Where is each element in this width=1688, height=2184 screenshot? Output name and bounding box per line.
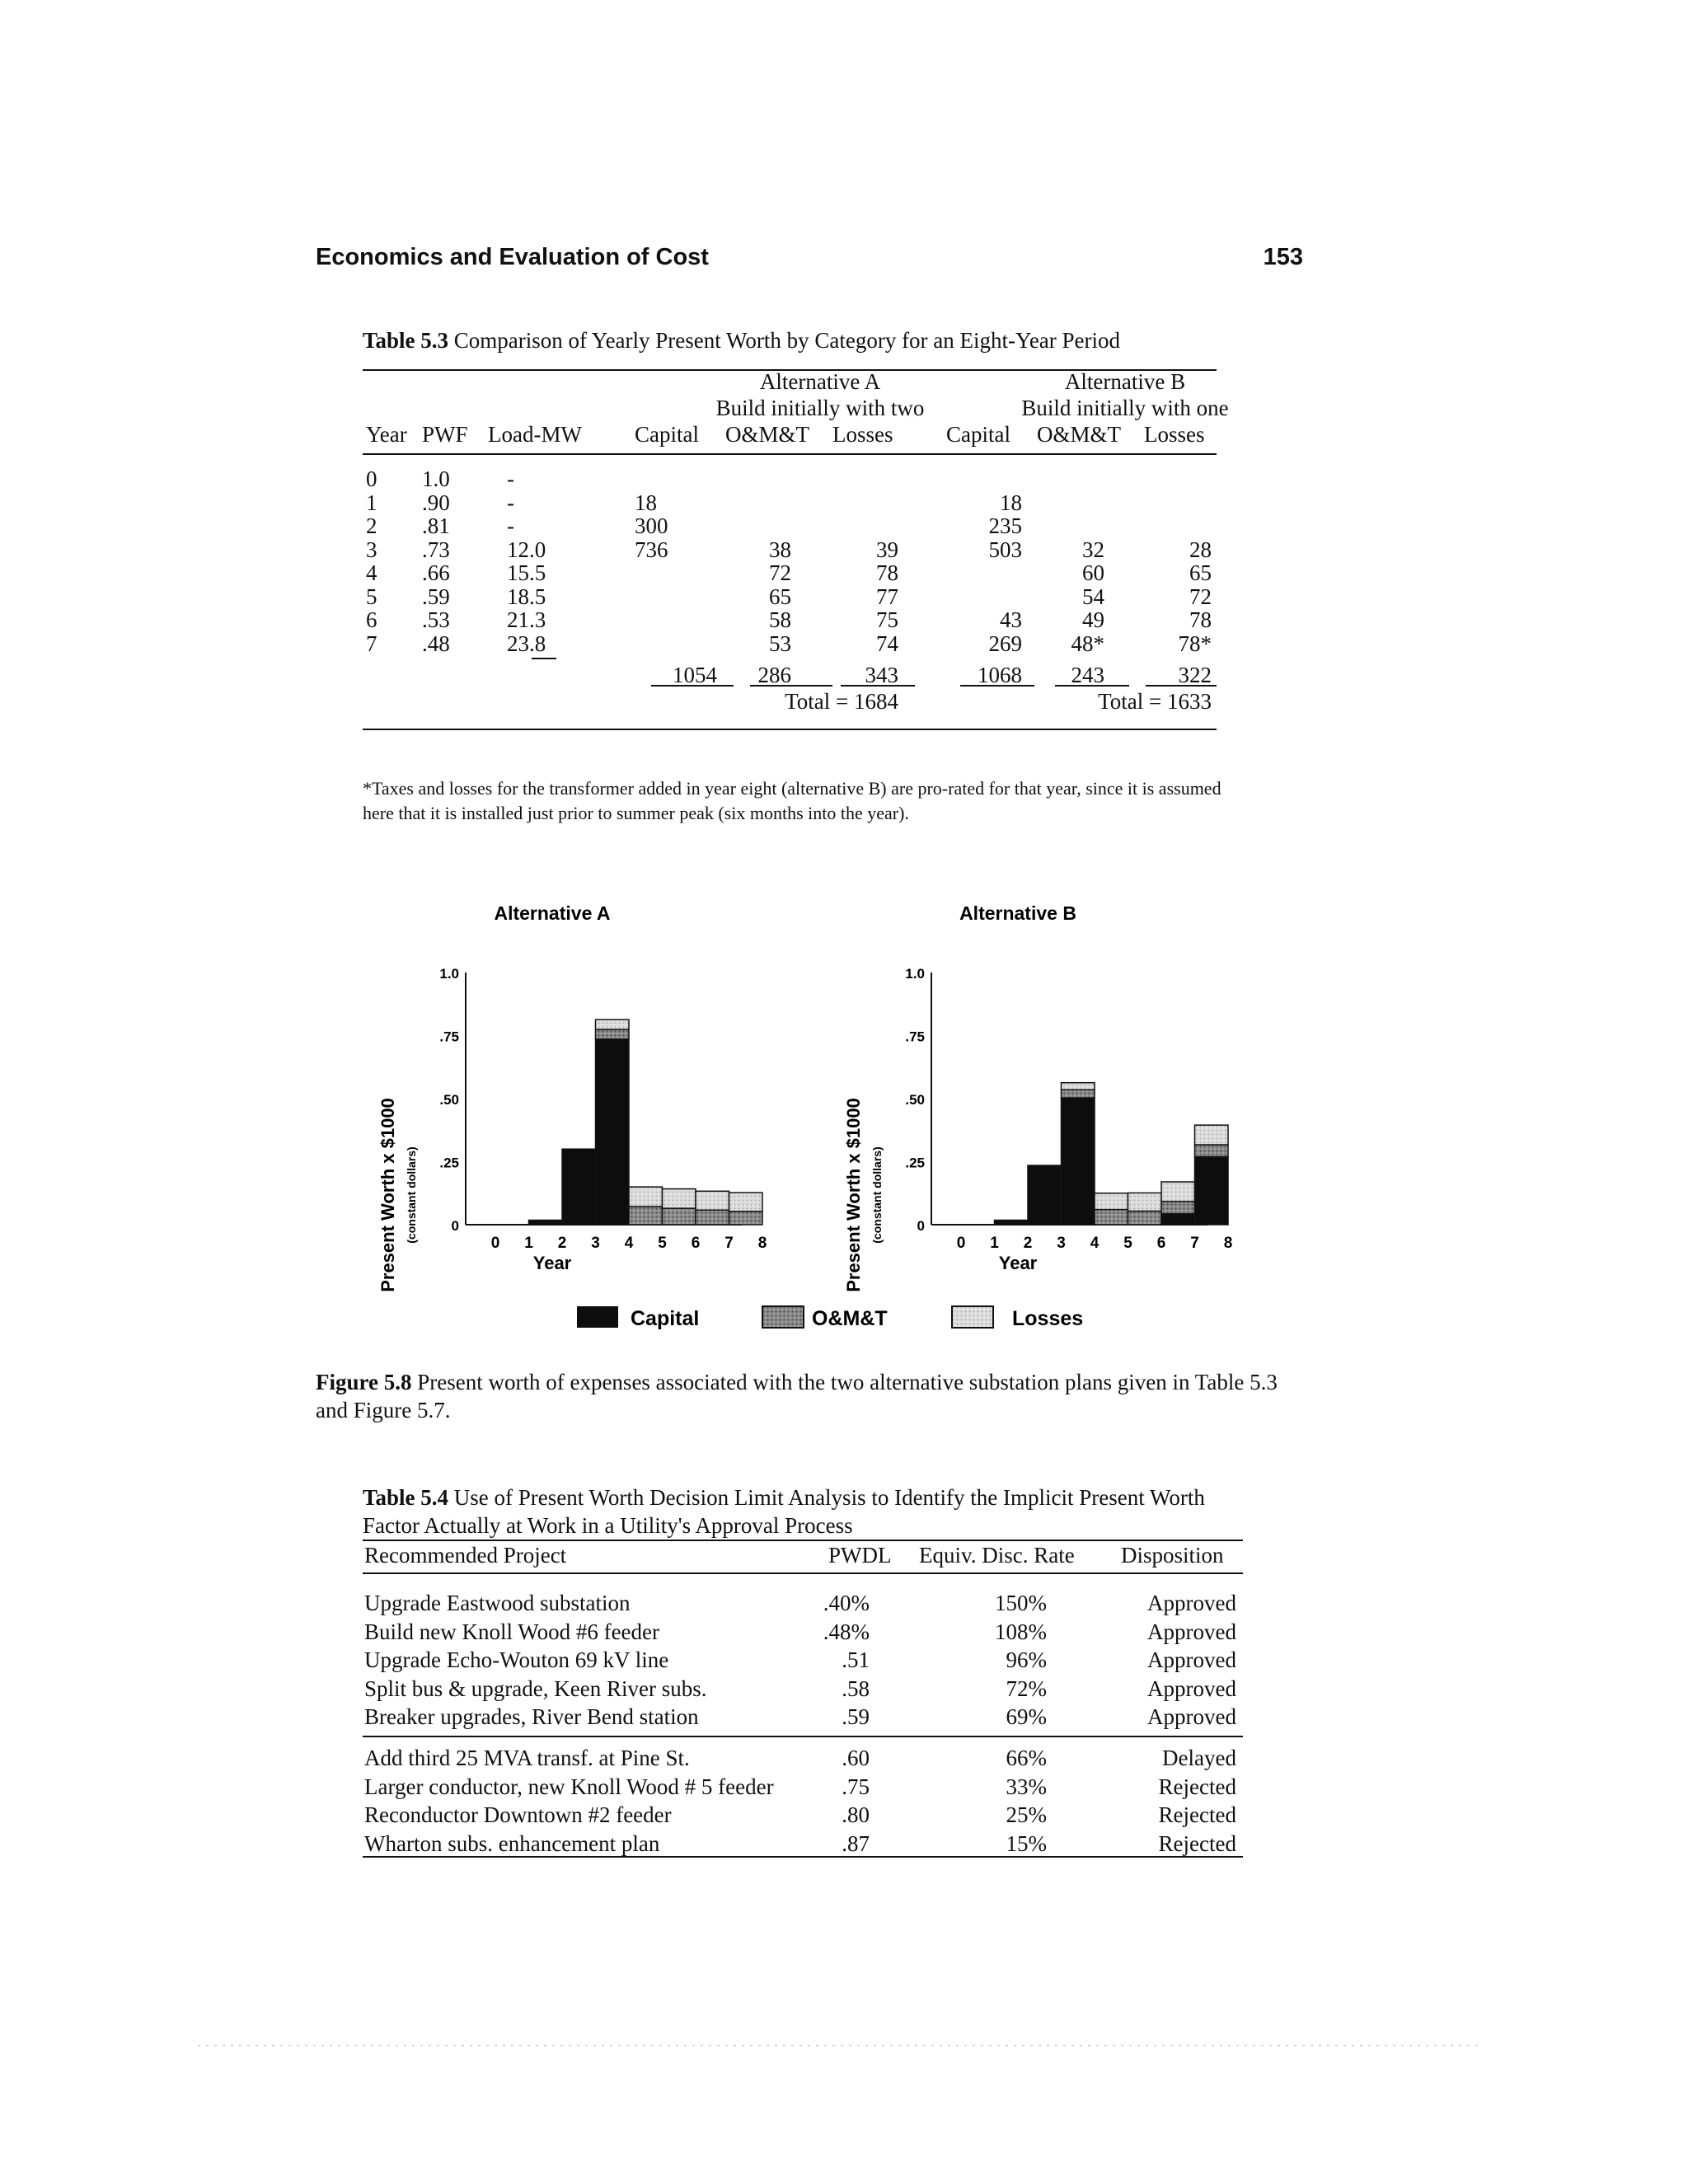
table-cell-year: 0	[366, 466, 377, 491]
table-cell-year: 7	[366, 630, 377, 656]
y-axis-label: Present Worth x $1000	[843, 1098, 864, 1292]
col-header-rate: Equiv. Disc. Rate	[919, 1543, 1075, 1568]
table-top-rule	[363, 1540, 1243, 1541]
x-tick-label: 7	[724, 1235, 734, 1252]
table-cell-year: 6	[366, 607, 377, 632]
y-tick-label: .50	[439, 1092, 459, 1108]
x-axis-label: Year	[532, 1253, 572, 1273]
x-tick-label: 4	[1090, 1235, 1100, 1252]
x-tick-label: 2	[1023, 1235, 1033, 1252]
y-axis-sublabel: (constant dollars)	[870, 1146, 884, 1244]
bar-omt-year-4	[629, 1207, 663, 1225]
bar-omt-year-7	[729, 1212, 763, 1225]
x-tick-label: 3	[591, 1235, 600, 1252]
sum-a-losses: 343	[865, 663, 898, 687]
table-cell-project: Split bus & upgrade, Keen River subs.	[364, 1675, 707, 1701]
y-tick-label: .75	[905, 1029, 925, 1045]
col-header-project: Recommended Project	[364, 1543, 567, 1568]
sum-b-omt: 243	[1071, 663, 1104, 687]
table-cell-b-loss: 28	[1189, 537, 1212, 562]
col-header-a-losses: Losses	[832, 422, 893, 447]
chart-alternative-a	[377, 902, 767, 1292]
table-cell-a-omt: 72	[769, 560, 791, 585]
col-header-disposition: Disposition	[1121, 1543, 1224, 1568]
y-axis-label: Present Worth x $1000	[377, 1098, 398, 1292]
x-tick-label: 4	[624, 1235, 634, 1252]
table-cell-a-loss: 77	[876, 583, 898, 609]
load-underline	[532, 658, 556, 659]
sum-a-omt: 286	[757, 663, 791, 687]
group-divider-rule	[363, 1736, 1243, 1737]
table-cell-a-cap: 300	[635, 513, 668, 538]
running-head	[316, 244, 1303, 277]
bar-losses-year-6	[1161, 1182, 1195, 1202]
table-cell-b-omt: 49	[1082, 607, 1104, 632]
chart-title: Alternative A	[494, 902, 611, 924]
table-cell-rate: 69%	[1006, 1704, 1047, 1729]
table-cell-a-cap: 736	[635, 537, 668, 562]
bar-omt-year-3	[1062, 1090, 1095, 1098]
x-tick-label: 6	[1156, 1235, 1166, 1252]
sum-b-capital: 1068	[978, 663, 1022, 687]
x-ticks	[957, 1235, 1233, 1252]
table-cell-load: 18.5	[507, 583, 546, 609]
bar-capital-year-1	[529, 1220, 563, 1225]
table-header-rule	[363, 453, 1217, 455]
figure-caption-text: Present worth of expenses associated with the two alternative substation plans given in Table 5.3 and Figure 5.7.	[316, 1370, 1278, 1422]
table-cell-rate: 96%	[1006, 1647, 1047, 1672]
table-cell-a-omt: 53	[769, 630, 791, 656]
x-tick-label: 3	[1057, 1235, 1066, 1252]
y-tick-label: .75	[439, 1029, 459, 1045]
table-cell-rate: 33%	[1006, 1774, 1047, 1799]
bar-losses-year-4	[629, 1187, 663, 1207]
y-tick-label: .25	[905, 1155, 925, 1171]
bar-omt-year-4	[1095, 1210, 1128, 1225]
table-cell-load: -	[507, 513, 514, 538]
table-cell-year: 5	[366, 583, 377, 609]
y-tick-label: 0	[451, 1218, 459, 1234]
table-cell-project: Breaker upgrades, River Bend station	[364, 1704, 699, 1729]
bar-capital-year-7	[1195, 1157, 1229, 1225]
bar-omt-year-5	[663, 1208, 696, 1225]
sum-b-losses: 322	[1178, 663, 1212, 687]
table-cell-pwdl: .48%	[823, 1619, 870, 1644]
chart-legend	[577, 1306, 1083, 1330]
table-cell-pwf: .59	[422, 583, 450, 609]
table-cell-a-omt: 65	[769, 583, 791, 609]
table-cell-rate: 72%	[1006, 1675, 1047, 1701]
y-tick-label: .25	[439, 1155, 459, 1171]
table-cell-b-cap: 18	[1000, 490, 1022, 515]
legend-losses-label: Losses	[1012, 1307, 1084, 1330]
y-axis-sublabel: (constant dollars)	[405, 1146, 418, 1244]
bar-omt-year-3	[596, 1029, 630, 1039]
table-cell-rate: 25%	[1006, 1802, 1047, 1827]
x-ticks	[491, 1235, 767, 1252]
table-cell-pwdl: .59	[842, 1704, 870, 1729]
x-tick-label: 5	[658, 1235, 667, 1252]
chart-title: Alternative B	[959, 902, 1076, 924]
table-cell-year: 4	[366, 560, 377, 585]
bar-omt-year-5	[1128, 1211, 1162, 1225]
col-header-b-capital: Capital	[946, 422, 1010, 447]
table-cell-a-loss: 74	[876, 630, 898, 656]
table-bottom-rule	[363, 1856, 1243, 1858]
table-cell-disp: Delayed	[1162, 1746, 1236, 1770]
col-header-b-losses: Losses	[1144, 422, 1205, 447]
table-label: Table 5.3	[363, 328, 449, 353]
bar-losses-year-7	[1195, 1125, 1229, 1145]
table-cell-load: -	[507, 466, 514, 491]
table-cell-pwf: .73	[422, 537, 450, 562]
table-cell-year: 1	[366, 490, 377, 515]
legend-capital-label: Capital	[631, 1307, 700, 1330]
table-cell-b-omt: 54	[1082, 583, 1104, 609]
col-header-load: Load-MW	[488, 422, 582, 447]
table-cell-b-loss: 78	[1189, 607, 1212, 632]
bar-losses-year-5	[663, 1189, 696, 1209]
col-header-pwdl: PWDL	[828, 1543, 892, 1568]
bar-losses-year-3	[596, 1019, 630, 1029]
table-cell-a-loss: 78	[876, 560, 898, 585]
bar-losses-year-7	[729, 1193, 763, 1212]
x-tick-label: 1	[990, 1235, 999, 1252]
table-cell-pwf: .81	[422, 513, 450, 538]
total-b: Total = 1633	[1098, 689, 1212, 714]
table-cell-project: Build new Knoll Wood #6 feeder	[364, 1619, 660, 1644]
table-cell-pwdl: .51	[842, 1647, 870, 1672]
col-header-a-capital: Capital	[635, 422, 699, 447]
table-cell-pwdl: .40%	[823, 1591, 870, 1615]
table-cell-a-cap: 18	[635, 490, 657, 515]
bar-capital-year-3	[1062, 1098, 1095, 1225]
table-cell-a-loss: 39	[876, 537, 898, 562]
col-header-b-omt: O&M&T	[1037, 422, 1122, 447]
x-tick-label: 8	[1223, 1235, 1233, 1252]
table-cell-pwdl: .75	[842, 1774, 870, 1799]
x-axis-label: Year	[998, 1253, 1038, 1273]
bar-capital-year-2	[1028, 1165, 1062, 1225]
table-cell-load: 15.5	[507, 560, 546, 585]
legend-losses-swatch	[952, 1306, 993, 1328]
table-header-rule	[363, 1572, 1243, 1574]
bar-capital-year-6	[1161, 1214, 1195, 1225]
running-title: Economics and Evaluation of Cost	[316, 244, 709, 270]
bar-capital-year-3	[596, 1039, 630, 1225]
table-cell-pwdl: .87	[842, 1830, 870, 1856]
table-caption-text: Comparison of Yearly Present Worth by Category for an Eight-Year Period	[453, 328, 1121, 353]
table-cell-project: Add third 25 MVA transf. at Pine St.	[364, 1746, 690, 1770]
bar-capital-year-1	[995, 1220, 1029, 1225]
x-tick-label: 7	[1190, 1235, 1199, 1252]
table-cell-pwf: 1.0	[422, 466, 450, 491]
col-header-pwf: PWF	[422, 422, 468, 447]
chart-alternative-b	[843, 902, 1232, 1292]
table-cell-project: Upgrade Echo-Wouton 69 kV line	[364, 1647, 669, 1672]
bar-losses-year-6	[696, 1191, 729, 1210]
bar-losses-year-5	[1128, 1193, 1162, 1211]
bar-losses-year-3	[1062, 1083, 1095, 1090]
x-tick-label: 5	[1123, 1235, 1132, 1252]
table-cell-b-cap: 269	[988, 630, 1022, 656]
y-tick-label: .50	[905, 1092, 925, 1108]
col-header-a-omt: O&M&T	[725, 422, 810, 447]
table-cell-b-omt: 48*	[1071, 630, 1104, 656]
table-cell-disp: Rejected	[1158, 1802, 1236, 1827]
total-a: Total = 1684	[785, 689, 898, 714]
table-cell-a-omt: 58	[769, 607, 791, 632]
alt-b-subtitle: Build initially with one	[1021, 396, 1229, 420]
table-cell-load: 21.3	[507, 607, 546, 632]
table-cell-load: 12.0	[507, 537, 546, 562]
table-bottom-rule	[363, 729, 1217, 730]
table-cell-b-omt: 32	[1082, 537, 1104, 562]
bar-losses-year-4	[1095, 1193, 1128, 1210]
scan-artifact-line	[198, 2044, 1484, 2047]
table-caption	[363, 1483, 1245, 1540]
table-cell-rate: 108%	[995, 1619, 1047, 1644]
table-cell-pwf: .66	[422, 560, 450, 585]
x-tick-label: 8	[757, 1235, 767, 1252]
table-cell-rate: 150%	[995, 1591, 1047, 1615]
table-cell-disp: Approved	[1147, 1704, 1236, 1729]
table-cell-year: 3	[366, 537, 377, 562]
alt-a-subtitle: Build initially with two	[715, 396, 925, 420]
table-cell-rate: 66%	[1006, 1746, 1047, 1770]
legend-omt-swatch	[762, 1306, 804, 1328]
table-cell-disp: Approved	[1147, 1675, 1236, 1701]
table-cell-project: Reconductor Downtown #2 feeder	[364, 1802, 672, 1827]
x-tick-label: 1	[524, 1235, 533, 1252]
table-cell-load: -	[507, 490, 514, 515]
table-cell-b-loss: 72	[1189, 583, 1212, 609]
table-cell-project: Wharton subs. enhancement plan	[364, 1830, 660, 1856]
bars	[529, 1019, 763, 1225]
table-cell-load: 23.8	[507, 630, 546, 656]
y-tick-label: 1.0	[439, 966, 459, 982]
col-header-year: Year	[366, 422, 407, 447]
bar-omt-year-7	[1195, 1145, 1229, 1157]
table-cell-disp: Rejected	[1158, 1774, 1236, 1799]
table-cell-b-loss: 78*	[1178, 630, 1212, 656]
legend-omt-label: O&M&T	[812, 1307, 888, 1330]
alt-b-title: Alternative B	[1064, 369, 1186, 394]
table-footnote: *Taxes and losses for the transformer added in year eight (alternative B) are pro-rated for that year, since it is assumed here that it is installed just prior to summer peak (six months into the year).	[363, 778, 1221, 823]
table-cell-pwdl: .58	[842, 1675, 870, 1701]
table-cell-disp: Approved	[1147, 1591, 1236, 1615]
table-cell-b-omt: 60	[1082, 560, 1104, 585]
y-tick-label: 1.0	[905, 966, 925, 982]
figure-5-8-charts	[363, 890, 1286, 1352]
y-ticks	[905, 966, 925, 1234]
table-cell-pwf: .48	[422, 630, 450, 656]
table-cell-project: Upgrade Eastwood substation	[364, 1591, 631, 1615]
x-tick-label: 0	[956, 1235, 966, 1252]
page-number: 153	[1263, 244, 1303, 270]
figure-caption	[316, 1368, 1305, 1424]
table-label: Table 5.4	[363, 1485, 449, 1510]
legend-capital-swatch	[577, 1306, 618, 1328]
table-cell-pwdl: .60	[842, 1746, 870, 1770]
bar-omt-year-6	[1161, 1202, 1195, 1214]
table-cell-project: Larger conductor, new Knoll Wood # 5 feeder	[364, 1774, 774, 1799]
bar-omt-year-6	[696, 1210, 729, 1225]
figure-label: Figure 5.8	[316, 1370, 412, 1394]
table-cell-disp: Approved	[1147, 1647, 1236, 1672]
table-cell-b-cap: 43	[1000, 607, 1022, 632]
table-caption	[363, 326, 1236, 354]
table-cell-pwf: .90	[422, 490, 450, 515]
x-tick-label: 0	[490, 1235, 500, 1252]
bars	[995, 1083, 1229, 1225]
x-tick-label: 6	[691, 1235, 701, 1252]
y-tick-label: 0	[917, 1218, 925, 1234]
bar-capital-year-2	[562, 1149, 596, 1225]
x-tick-label: 2	[557, 1235, 567, 1252]
alt-a-title: Alternative A	[759, 369, 881, 394]
table-caption-text: Use of Present Worth Decision Limit Analysis to Identify the Implicit Present Worth Factor Actually at Work in a Utility's Approval Process	[363, 1485, 1205, 1538]
table-cell-rate: 15%	[1006, 1830, 1047, 1856]
table-cell-a-omt: 38	[769, 537, 791, 562]
table-cell-pwf: .53	[422, 607, 450, 632]
table-cell-disp: Approved	[1147, 1619, 1236, 1644]
table-cell-disp: Rejected	[1158, 1830, 1236, 1856]
table-cell-b-cap: 503	[988, 537, 1022, 562]
sum-a-capital: 1054	[673, 663, 717, 687]
table-cell-a-loss: 75	[876, 607, 898, 632]
y-ticks	[439, 966, 459, 1234]
table-cell-pwdl: .80	[842, 1802, 870, 1827]
table-cell-b-cap: 235	[988, 513, 1022, 538]
table-cell-b-loss: 65	[1189, 560, 1212, 585]
table-cell-year: 2	[366, 513, 377, 538]
